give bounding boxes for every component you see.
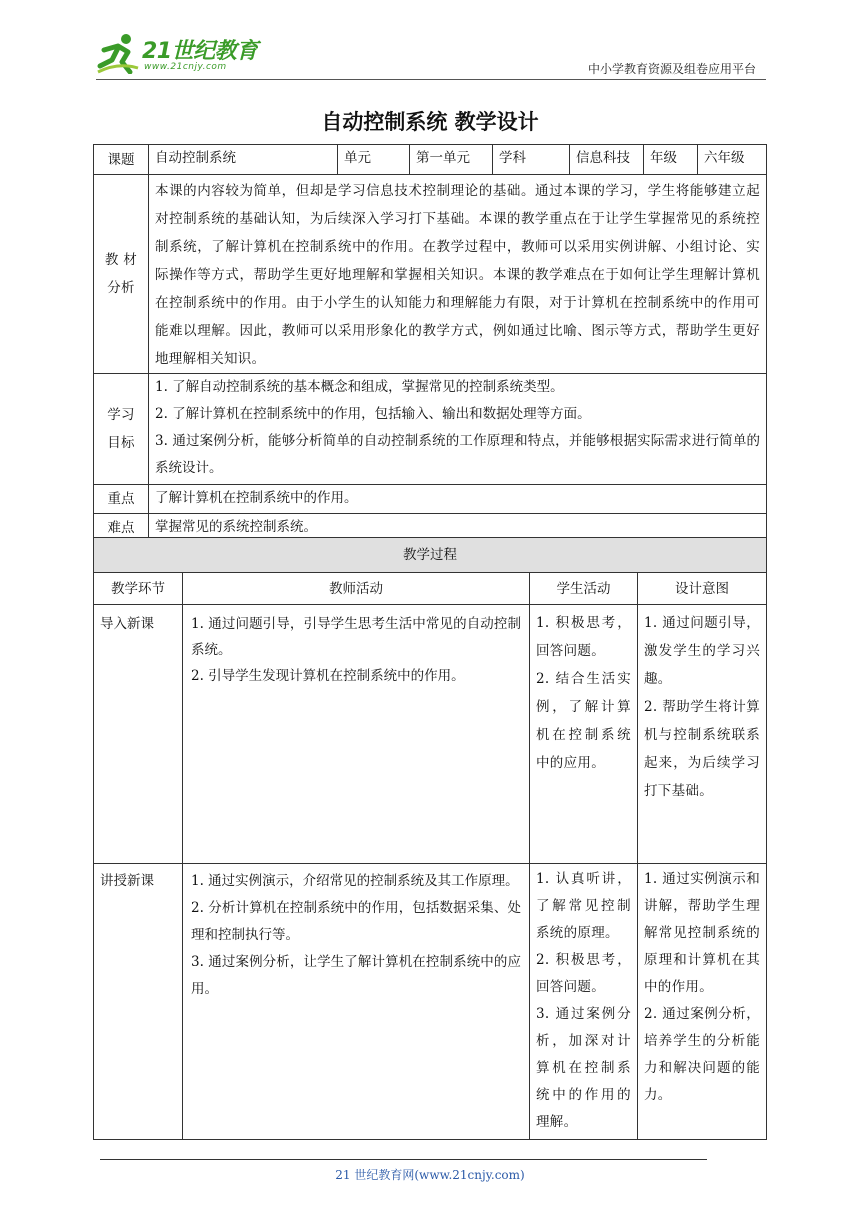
key-point-text: 了解计算机在控制系统中的作用。 [149,485,767,514]
objective-item: 3. 通过案例分析，能够分析简单的自动控制系统的工作原理和特点，并能够根据实际需求进行简单的系统设计。 [155,433,760,476]
footer-link[interactable]: 21 世纪教育网(www.21cnjy.com) [335,1168,525,1182]
teacher-activity-item: 1. 通过实例演示，介绍常见的控制系统及其工作原理。 [191,873,519,889]
column-header-student: 学生活动 [530,573,638,605]
subject-value: 信息科技 [570,145,644,175]
design-intent-cell [638,864,767,1140]
column-header-intent: 设计意图 [638,573,767,605]
teacher-activity-item: 2. 分析计算机在控制系统中的作用，包括数据采集、处理和控制执行等。 [191,900,521,943]
objectives-list [149,374,767,485]
student-activity-item: 1. 认真听讲，了解常见控制系统的原理。 [536,871,631,941]
analysis-text: 本课的内容较为简单，但却是学习信息技术控制理论的基础。通过本课的学习，学生将能够建立起对控制系统的基础认知，为后续深入学习打下基础。本课的教学重点在于让学生掌握常见的系统控制系统，了解计算机在控制系统中的作用。在教学过程中，教师可以采用实例讲解、小组讨论、实际操作等方式，帮助学生更好地理解和掌握相关知识。本课的教学难点在于如何让学生理解计算机在控制系统中的作用。由于小学生的认知能力和理解能力有限，对于计算机在控制系统中的作用可能难以理解。因此，教师可以采用形象化的教学方式，例如通过比喻、图示等方式，帮助学生更好地理解相关知识。 [149,175,767,374]
stage-cell: 导入新课 [94,605,183,864]
site-logo[interactable] [96,30,266,80]
grade-label: 年级 [644,145,698,175]
subject-label: 学科 [493,145,570,175]
objective-item: 2. 了解计算机在控制系统中的作用，包括输入、输出和数据处理等方面。 [155,406,591,422]
page-header [0,0,860,82]
process-heading: 教学过程 [94,538,767,573]
teaching-process-table [93,537,767,1140]
design-intent-item: 1. 通过实例演示和讲解，帮助学生理解常见控制系统的原理和计算机在其中的作用。 [644,871,760,995]
objectives-label [94,374,149,485]
student-activity-item: 1. 积极思考，回答问题。 [536,615,631,659]
difficulty-text: 掌握常见的系统控制系统。 [149,514,767,543]
course-label: 课题 [94,145,149,175]
logo-text: 21世纪教育 [142,39,258,64]
analysis-label [94,175,149,374]
lesson-info-table [93,144,767,543]
student-activity-cell [530,605,638,864]
design-intent-item: 1. 通过问题引导，激发学生的学习兴趣。 [644,615,760,687]
info-row [94,145,767,175]
document-title: 自动控制系统 教学设计 [321,110,539,134]
column-header-stage: 教学环节 [94,573,183,605]
student-activity-item: 2. 结合生活实例，了解计算机在控制系统中的应用。 [536,671,631,771]
unit-label: 单元 [338,145,410,175]
key-point-label: 重点 [94,485,149,514]
objective-item: 1. 了解自动控制系统的基本概念和组成，掌握常见的控制系统类型。 [155,379,564,395]
objectives-label-line2: 目标 [107,435,135,451]
teacher-activity-cell [183,864,530,1140]
header-divider [96,79,766,80]
analysis-label-line2: 分析 [107,280,135,296]
key-point-row [94,485,767,514]
analysis-row [94,175,767,374]
student-activity-cell [530,864,638,1140]
runner-logo-icon [96,32,140,74]
student-activity-item: 2. 积极思考，回答问题。 [536,952,631,995]
teacher-activity-item: 2. 引导学生发现计算机在控制系统中的作用。 [191,668,465,684]
course-value: 自动控制系统 [149,145,338,175]
grade-value: 六年级 [698,145,767,175]
footer-divider [100,1159,707,1160]
process-row-intro [94,605,767,864]
analysis-label-line1: 教 材 [104,252,138,268]
objectives-label-line1: 学习 [107,407,135,423]
stage-cell: 讲授新课 [94,864,183,1140]
platform-tagline: 中小学教育资源及组卷应用平台 [587,62,756,76]
difficulty-label: 难点 [94,514,149,543]
student-activity-item: 3. 通过案例分析，加深对计算机在控制系统中的作用的理解。 [536,1006,631,1130]
design-intent-cell [638,605,767,864]
column-header-teacher: 教师活动 [183,573,530,605]
design-intent-item: 2. 通过案例分析，培养学生的分析能力和解决问题的能力。 [644,1006,760,1103]
unit-value: 第一单元 [410,145,493,175]
logo-url: www.21cnjy.com [144,62,227,72]
process-heading-row [94,538,767,573]
process-header-row [94,573,767,605]
teacher-activity-item: 3. 通过案例分析，让学生了解计算机在控制系统中的应用。 [191,954,521,997]
objectives-row [94,374,767,485]
design-intent-item: 2. 帮助学生将计算机与控制系统联系起来，为后续学习打下基础。 [644,699,760,799]
teacher-activity-item: 1. 通过问题引导，引导学生思考生活中常见的自动控制系统。 [191,616,521,658]
teacher-activity-cell [183,605,530,864]
process-row-new-lesson [94,864,767,1140]
